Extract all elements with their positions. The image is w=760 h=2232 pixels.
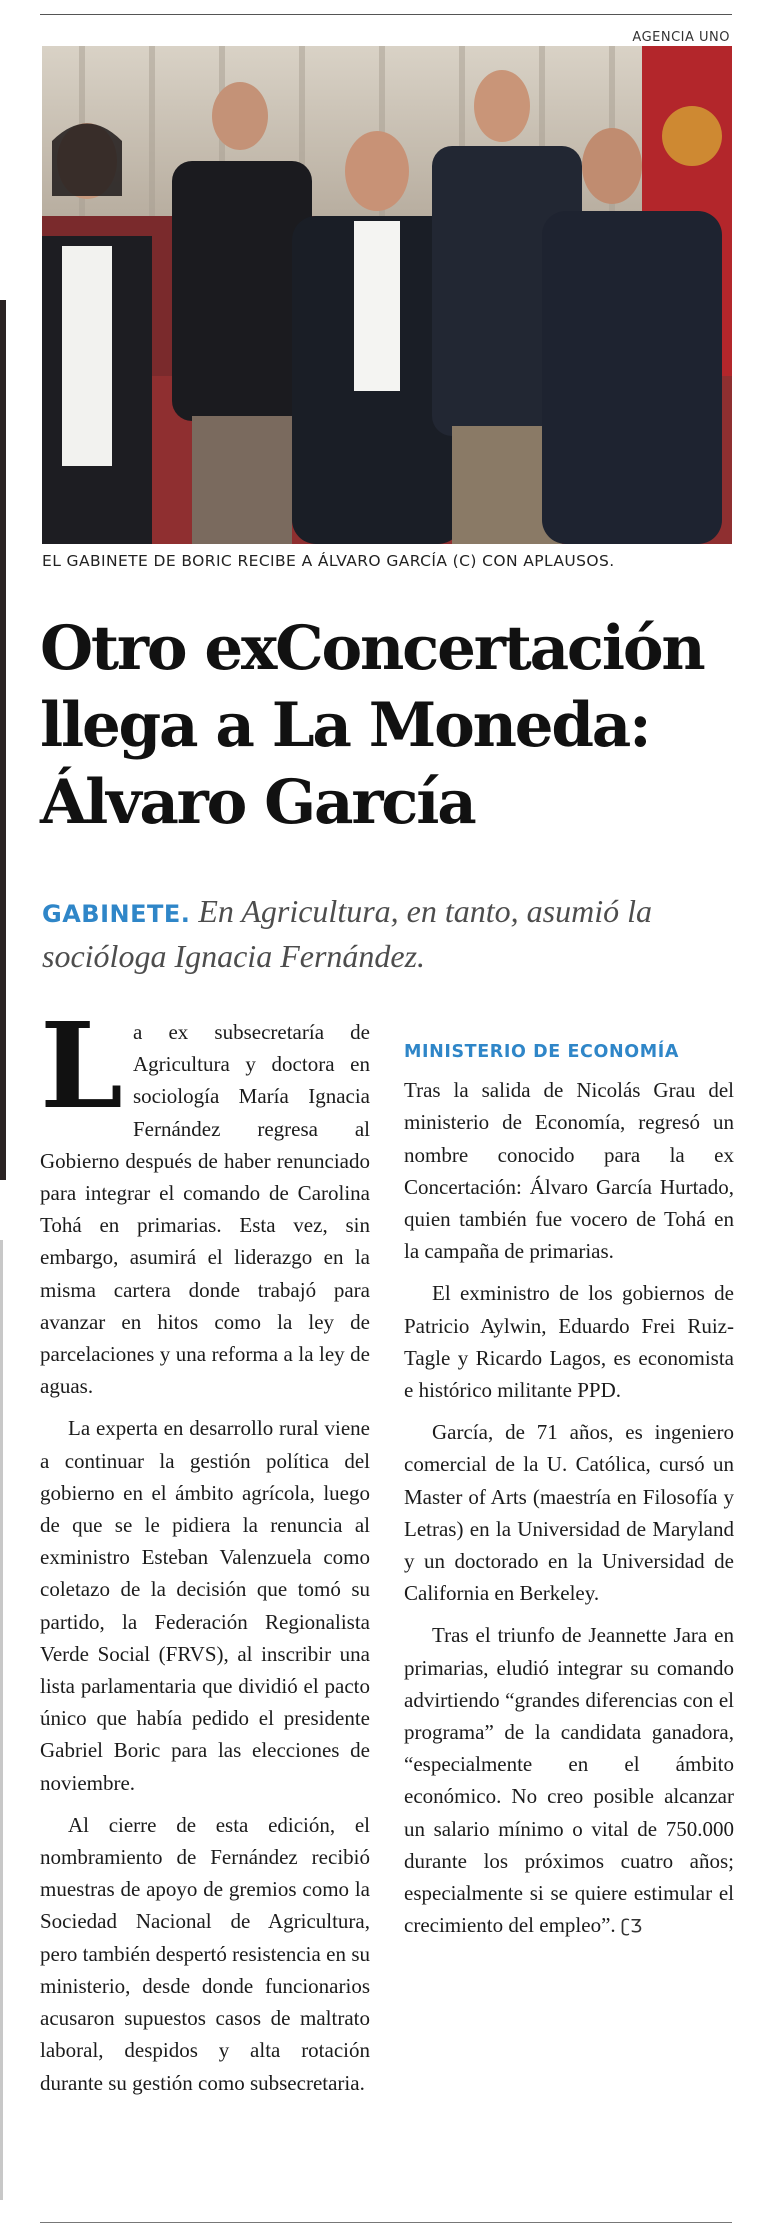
top-rule [40, 14, 732, 15]
section-subhead: MINISTERIO DE ECONOMÍA [404, 1042, 679, 1062]
body-paragraph-4: Tras la salida de Nicolás Grau del ministerio de Economía, regresó un nombre conocido para la ex Concertación: Álvaro García Hurtado, quien también fue vocero de Tohá en la campaña de primarias. [404, 1078, 734, 1264]
body-paragraph-7 [404, 1619, 734, 1943]
deck-text: En Agricultura, en tanto, asumió la socióloga Ignacia Fernández. [42, 893, 652, 974]
drop-cap: L [40, 996, 123, 1135]
body-paragraph-2: La experta en desarrollo rural viene a continuar la gestión política del gobierno en el ámbito agrícola, luego de que se le pidiera la renuncia al exministro Esteban Valenzuela como coletazo de la decisión que tomó su partido, la Federación Regionalista Verde Social (FRVS), al inscribir una lista parlamentaria que dividió el pacto único que había pedido el presidente Gabriel Boric para las elecciones de noviembre. [40, 1416, 370, 1795]
deck [42, 890, 742, 977]
headline-line-1: Otro exConcertación [40, 613, 704, 684]
body-paragraph-5: El exministro de los gobiernos de Patricio Aylwin, Eduardo Frei Ruiz-Tagle y Ricardo Lagos, es economista e histórico militante PPD. [404, 1281, 734, 1403]
headline-line-2: llega a La Moneda: [40, 690, 650, 761]
headline [40, 610, 740, 841]
body-paragraph-3: Al cierre de esta edición, el nombramiento de Fernández recibió muestras de apoyo de gremios como la Sociedad Nacional de Agricultura, pero también despertó resistencia en su ministerio, desde donde funcionarios acusaron supuestos casos de maltrato laboral, despidos y alta rotación durante su gestión como subsecretaria. [40, 1812, 370, 2095]
article-photo [42, 46, 732, 544]
deck-kicker: GABINETE. [42, 900, 191, 928]
body-column-2 [404, 1016, 734, 1953]
photo-caption: EL GABINETE DE BORIC RECIBE A ÁLVARO GARCÍA (C) CON APLAUSOS. [42, 552, 615, 570]
photo-credit: AGENCIA UNO [632, 30, 730, 45]
adjacent-page-edge [0, 0, 12, 2232]
body-paragraph-6: García, de 71 años, es ingeniero comercial de la U. Católica, cursó un Master of Arts (maestría en Filosofía y Letras) en la Universidad de Maryland y un doctorado en la Universidad de California en Berkeley. [404, 1420, 734, 1606]
body-column-1 [40, 996, 370, 2109]
headline-line-3: Álvaro García [40, 767, 475, 838]
body-paragraph-1-text: a ex subsecretaría de Agricultura y doctora en sociología María Ignacia Fernández regresa al Gobierno después de haber renunciado para integrar el comando de Carolina Tohá en primarias. Esta vez, sin embargo, asumirá el liderazgo en la misma cartera donde trabajó para avanzar en hitos como la ley de parcelaciones y una reforma a la ley de aguas. [40, 1020, 370, 1399]
end-mark-icon: ʗƷ [620, 1916, 643, 1938]
bottom-rule [40, 2222, 732, 2223]
body-paragraph-7-text: Tras el triunfo de Jeannette Jara en primarias, eludió integrar su comando advirtiendo “grandes diferencias con el programa” de la candidata ganadora, “especialmente en el ámbito económico. No creo posible alcanzar un salario mínimo o vital de 750.000 durante los próximos cuatro años; especialmente si se quiere estimular el crecimiento del empleo”. [404, 1623, 734, 1938]
body-paragraph-1 [40, 996, 370, 1402]
